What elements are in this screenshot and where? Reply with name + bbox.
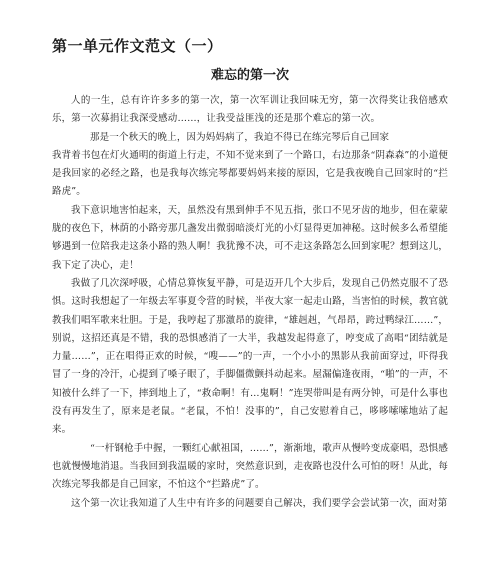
paragraph-fear: 我下意识地害怕起来，天，虽然没有黑到伸手不见五指，张口不见牙齿的地步，但在蒙蒙胧的夜色下，林荫的小路旁那几盏发出微弱暗淡灯光的小灯显得更加神秘。这时候多么希望能够遇到一位陪我走这条小路的熟人啊！我犹豫不决，可不走这条路怎么回到家呢？想到这儿，我下定了决心，走！ <box>52 204 448 271</box>
essay-title: 难忘的第一次 <box>210 68 289 83</box>
paragraph-autumn-night: 那是一个秋天的晚上，因为妈妈病了，我迫不得已在练完琴后自己回家 <box>90 131 390 143</box>
paragraph-street: 我背着书包在灯火通明的街道上行走，不知不觉来到了一个路口，右边那条“阴森森”的小道便是我回家的必经之路，也是我每次练完琴都要妈妈来接的原因，它是我夜晚自己回家时的“拦路虎”。 <box>52 149 449 198</box>
essay-body <box>52 92 448 513</box>
document-title: 第一单元作文范文（一） <box>52 37 223 55</box>
paragraph-singing: 我做了几次深呼吸，心情总算恢复平静，可是迈开几个大步后，发现自己仍然克服不了恐惧。这时我想起了一年级去军事夏令营的时候，半夜大家一起走山路，当害怕的时候，教官就教我们唱军歌来壮胆。于是，我哼起了那激昂的旋律，“雄赳赳，气昂昂，跨过鸭绿江……”，别说，这招还真是不错，我的恐惧感消了一大半，我越发起得意了，哼变成了高唱“团结就是力量……”，正在唱得正欢的时候，“嗖——”的一声，一个小小的黑影从我前面穿过，吓得我冒了一身的冷汗，心提到了嗓子眼了，手脚僵微颤抖动起来。屋漏偏逢夜雨，“啪”的一声，不知被什么绊了一下，摔到地上了，“救命啊！有…鬼啊！”连哭带叫是有两分钟，可是什么事也没有再发生了，原来是老鼠。“老鼠，不怕！没事的”，自己安慰着自己，哆哆嗦嗦地站了起来。 <box>52 277 449 436</box>
paragraph-intro: 人的一生，总有许许多多的第一次，第一次军训让我回味无穷，第一次得奖让我倍感欢乐，第一次募捐让我深受感动……，让我受益匪浅的还是那个难忘的第一次。 <box>52 95 448 125</box>
paragraph-song: “一杆钢枪手中握，一颗红心献祖国，……”，渐渐地，歌声从慢吟变成豪唱，恐惧感也就慢慢地消退。当我回到我温暖的家时，突然意识到，走夜路也没什么可怕的呀！从此，每次练完琴我都是自己回家，不怕这个“拦路虎”了。 <box>52 442 448 491</box>
paragraph-conclusion: 这个第一次让我知道了人生中有许多的问题要自己解决，我们要学会尝试第一次，面对第 <box>71 497 448 509</box>
